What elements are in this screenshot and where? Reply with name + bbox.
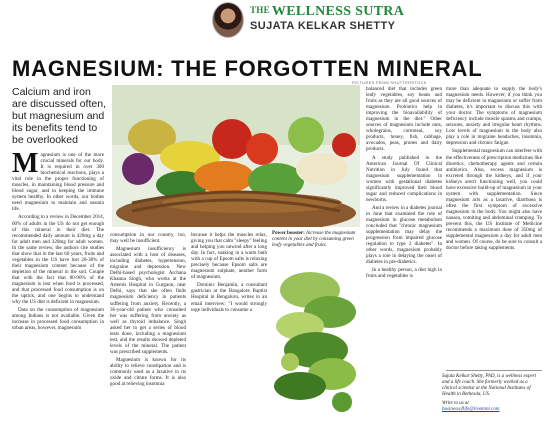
paragraph: because it helps the muscles relax, giving you that calm "sleepy" feeling and helping you unwind after a long day. In fact, soaking in a warm bath with a cup of Epsom salts is relaxing precisely because Epsom salts are magnesium sulphate, another form of magnesium. [191,232,267,281]
caption-lead: Power booster: [272,230,305,236]
column-title-text: WELLNESS SUTRA [271,4,405,19]
paragraph: Magnesium insufficiency is associated with a host of diseases, including diabetes, hypertension, migraine and depression. New Delhi-based psychologist Archana Khanna Singh, who works at the Artemis Hospital in Gurgaon, near Delhi, says that she often finds magnesium deficiency in patients suffering from anxiety. Recently, a 36-year-old patient who consulted her was suffering from anxiety as well as thyroid imbalance. Singh asked her to get a series of blood tests done, including a magnesium test, and the results showed depleted levels of the mineral. The patient was prescribed supplements. [110,246,186,355]
paragraph: And a review in a diabetes journal in June that examined the role of magnesium in glucose metabolism concluded that "chronic magnesium supplementation may delay the progression from impaired glucose regulation to type 2 diabetes". In other words, magnesium probably plays a role in delaying the onset of diabetes in pre-diabetics. [366,204,442,266]
contact-line [442,401,542,413]
article-column-2 [110,232,186,389]
headline: MAGNESIUM: THE FORGOTTEN MINERAL [12,56,483,81]
article-column-3 [191,232,267,315]
column-title-the: THE [250,5,270,15]
green-vegetables-photo [270,262,362,418]
article-column-1 [12,148,104,333]
paragraph [12,148,104,213]
paragraph: Dominic Benjamin, a consultant gastrician at the Bangalore Baptist Hospital in Bengaluru, writes in an email interview: "I would strongly urge individuals to consume a [191,282,267,313]
paragraph: consumption in our country, too, may well be insufficient. [110,232,186,245]
caption-text: Increase the magnesium content in your diet by consuming green leafy vegetables and fruits. [272,230,356,248]
column-title [250,4,404,20]
paragraph: Supplemental magnesium can interfere with the effectiveness of prescription medicines like diuretics, chemotherapy agents and certain antibiotics. Also, excess magnesium is excreted through the kidneys, and if your kidneys aren't functioning well, you could have excessive build-up of magnesium in your system with supplementation. Since magnesium acts as a laxative, diarrhoea is often the first symptom of excessive magnesium in the body. You might also have nausea, vomiting and abdominal cramping. To prevent this, the US Institute of Medicine recommends a maximum dose of 350mg of supplemental magnesium a day for adult men and women. Of course, do be sure to consult a doctor before taking supplements. [446,148,542,252]
paragraph: Magnesium is known for its ability to relieve constipation and is commonly used as a laxative in its oxide and citrate forms. It is also good at relieving insomnia [110,356,186,388]
dropcap: M [12,148,39,179]
contact-email-link[interactable]: businessoflife@livemint.com [442,407,500,412]
standfirst: Calcium and iron are discussed often, but magnesium and its benefits tend to be overlooked [12,86,106,146]
paragraph-text: agnesium is one of the more crucial minerals for our body. It is required in over 300 biochemical reactions, plays a vital role in the proper functioning of muscles, in maintaining blood pressure and blood sugar, and in keeping the immune system healthy. In other words, our bodies need magnesium to maintain and sustain life. [12,152,104,213]
paragraph: A study published in the American Journal Of Clinical Nutrition in July found that magnesium supplementation in women with gestational diabetes significantly improved their blood sugar and reduced complications in newborns. [366,154,442,203]
paragraph: Data on the consumption of magnesium among Indians is not available. Given the increase in processed food consumption in urban areas, however, magnesium [12,307,104,332]
paragraph: In a healthy person, a diet high in fruits and vegetables is [366,267,442,280]
photo-credit: PICTURES FROM SHUTTERSTOCK [352,80,427,85]
divider [446,370,542,371]
vegetables-basket-photo [112,85,360,227]
column-author: SUJATA KELKAR SHETTY [250,20,396,32]
contact-label: Write to us at [442,401,469,406]
author-photo [212,2,244,38]
article-column-4 [366,86,442,281]
paragraph: According to a review in December 2014, 60% of adults in the US do not get enough of this mineral in their diet. The recommended daily amount is 420mg a day for adult men and 320mg for adult women. In the same review, the authors cite studies that show that in the last 60 years, fruits and vegetables in the US have lost 20-30% of their magnesium content because of the depletion of the mineral in the soil. Couple that with the fact that 80-90% of the magnesium is lost when food is processed, and that processed food consumption is on the uptick, and one begins to understand why the US diet is deficient in magnesium. [12,214,104,306]
author-bio [442,374,542,413]
author-bio-text: Sujata Kelkar Shetty, PhD, is a wellness expert and a life coach. She formerly worked as a clinical scientist at the National Institutes of Health in Bethesda, US. [442,374,537,397]
photo-caption [272,230,364,248]
paragraph: more than adequate to supply the body's magnesium needs. However, if you think you may be deficient in magnesium or suffer from diabetes, it's important to discuss this with your doctor. The symptoms of magnesium deficiency include muscle spasms and cramps, seizures, anxiety and irregular heart rhythms. Low levels of magnesium in the body also play a role in migraine headaches, insomnia, depression and chronic fatigue. [446,86,542,147]
article-column-5 [446,86,542,253]
paragraph: balanced diet that includes green leafy vegetables, soy beans and fruits as they are all good sources of magnesium. Probiotics help in improving the bioavailability of magnesium in the diet." Other sources of magnesium include nuts, wholegrains, cornmeal, soy products, honey, fish, cabbage, avocados, peas, prunes and dairy products. [366,86,442,153]
